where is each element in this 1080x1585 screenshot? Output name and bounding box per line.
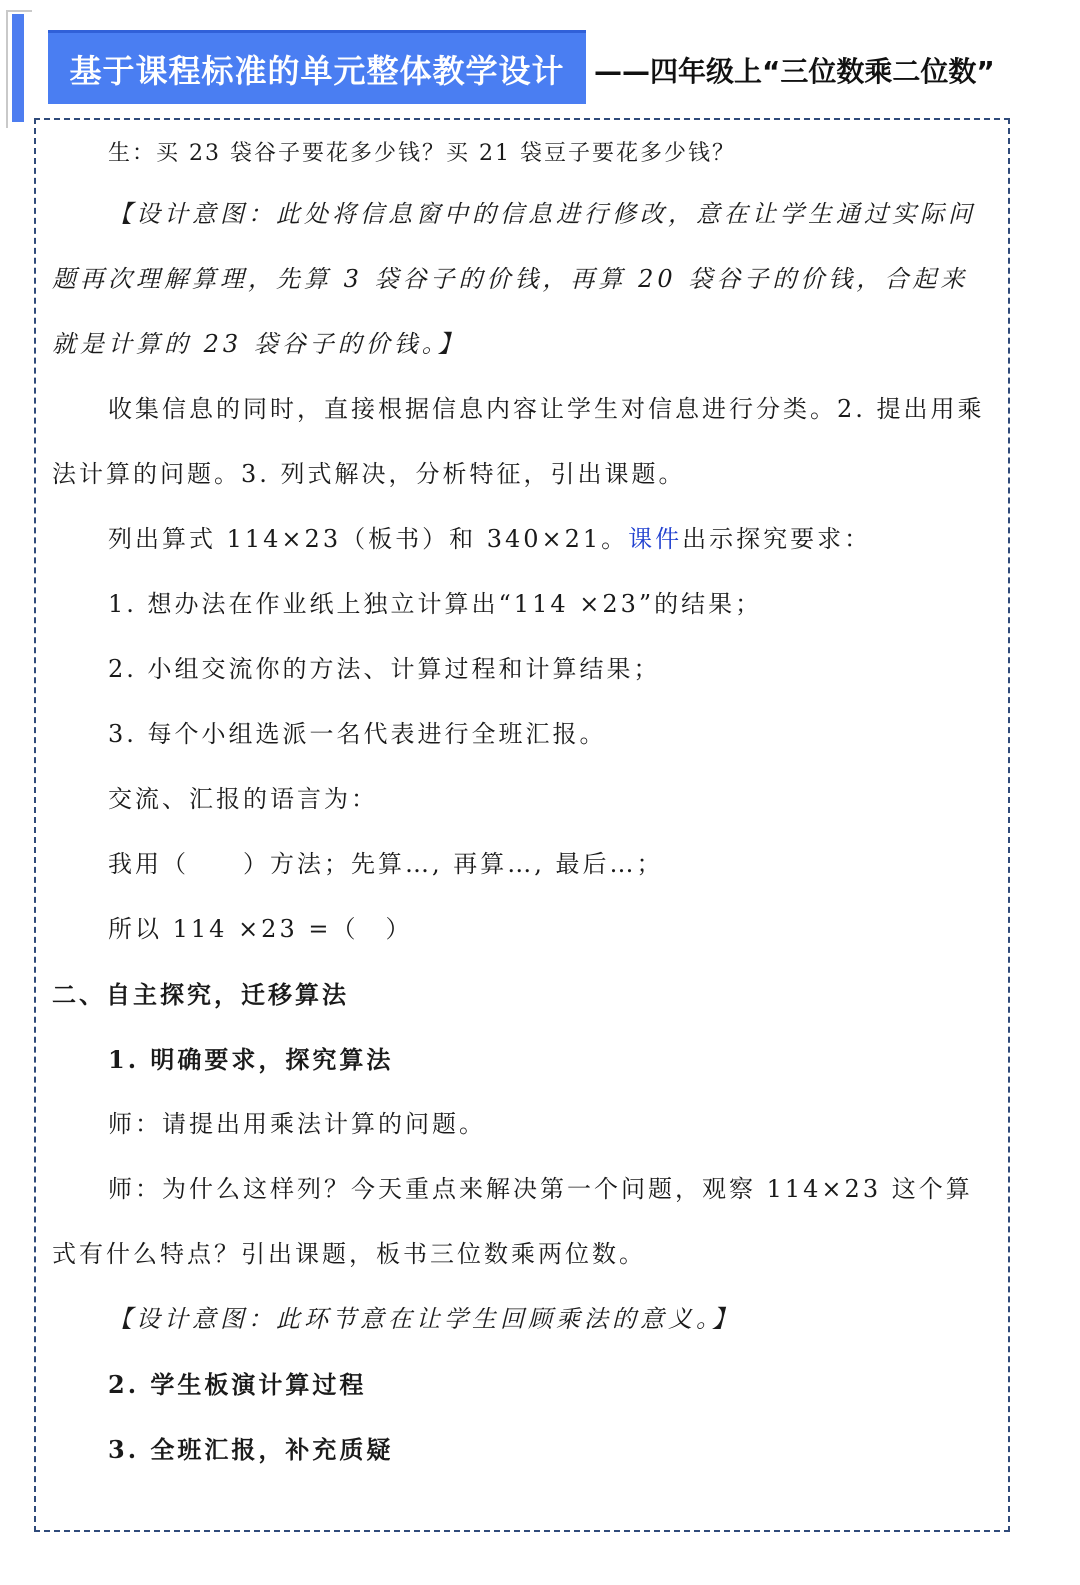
document-body (52, 126, 996, 1482)
paragraph: 师：请提出用乘法计算的问题。 (108, 1110, 486, 1138)
subsection-heading: 2. 学生板演计算过程 (108, 1370, 367, 1399)
decorative-accent-bar (12, 14, 24, 122)
paragraph: 生：买 23 袋谷子要花多少钱？买 21 袋豆子要花多少钱？ (108, 141, 736, 166)
paragraph: 收集信息的同时，直接根据信息内容让学生对信息进行分类。2. 提出用乘法计算的问题。3. 列式解决，分析特征，引出课题。 (52, 395, 985, 488)
paragraph: 所以 114 ×23 =（ ） (108, 915, 413, 943)
courseware-link[interactable]: 课件 (628, 525, 683, 553)
paragraph (52, 507, 996, 572)
subsection-heading: 1. 明确要求，探究算法 (108, 1045, 394, 1074)
list-item: 2. 小组交流你的方法、计算过程和计算结果； (108, 655, 661, 683)
text-segment: 列出算式 114×23（板书）和 340×21。 (108, 525, 629, 553)
page-title: 基于课程标准的单元整体教学设计 (48, 30, 586, 104)
list-item: 3. 每个小组选派一名代表进行全班汇报。 (108, 720, 607, 748)
text-segment: 出示探究要求： (682, 525, 872, 553)
design-intent-paragraph: 【设计意图：此环节意在让学生回顾乘法的意义。】 (108, 1305, 740, 1333)
section-heading: 二、自主探究，迁移算法 (52, 980, 349, 1009)
subsection-heading: 3. 全班汇报，补充质疑 (108, 1435, 394, 1464)
paragraph: 师：为什么这样列？今天重点来解决第一个问题，观察 114×23 这个算式有什么特点？引出课题，板书三位数乘两位数。 (52, 1175, 973, 1268)
paragraph: 我用（ ）方法；先算…, 再算…, 最后…； (108, 850, 664, 878)
list-item: 1. 想办法在作业纸上独立计算出“114 ×23”的结果； (108, 590, 763, 618)
design-intent-paragraph: 【设计意图：此处将信息窗中的信息进行修改，意在让学生通过实际问题再次理解算理，先算 3 袋谷子的价钱，再算 20 袋谷子的价钱，合起来就是计算的 23 袋谷子的价钱。】 (52, 200, 976, 358)
paragraph: 交流、汇报的语言为： (108, 785, 378, 813)
page-subtitle: ——四年级上“三位数乘二位数” (594, 55, 995, 88)
